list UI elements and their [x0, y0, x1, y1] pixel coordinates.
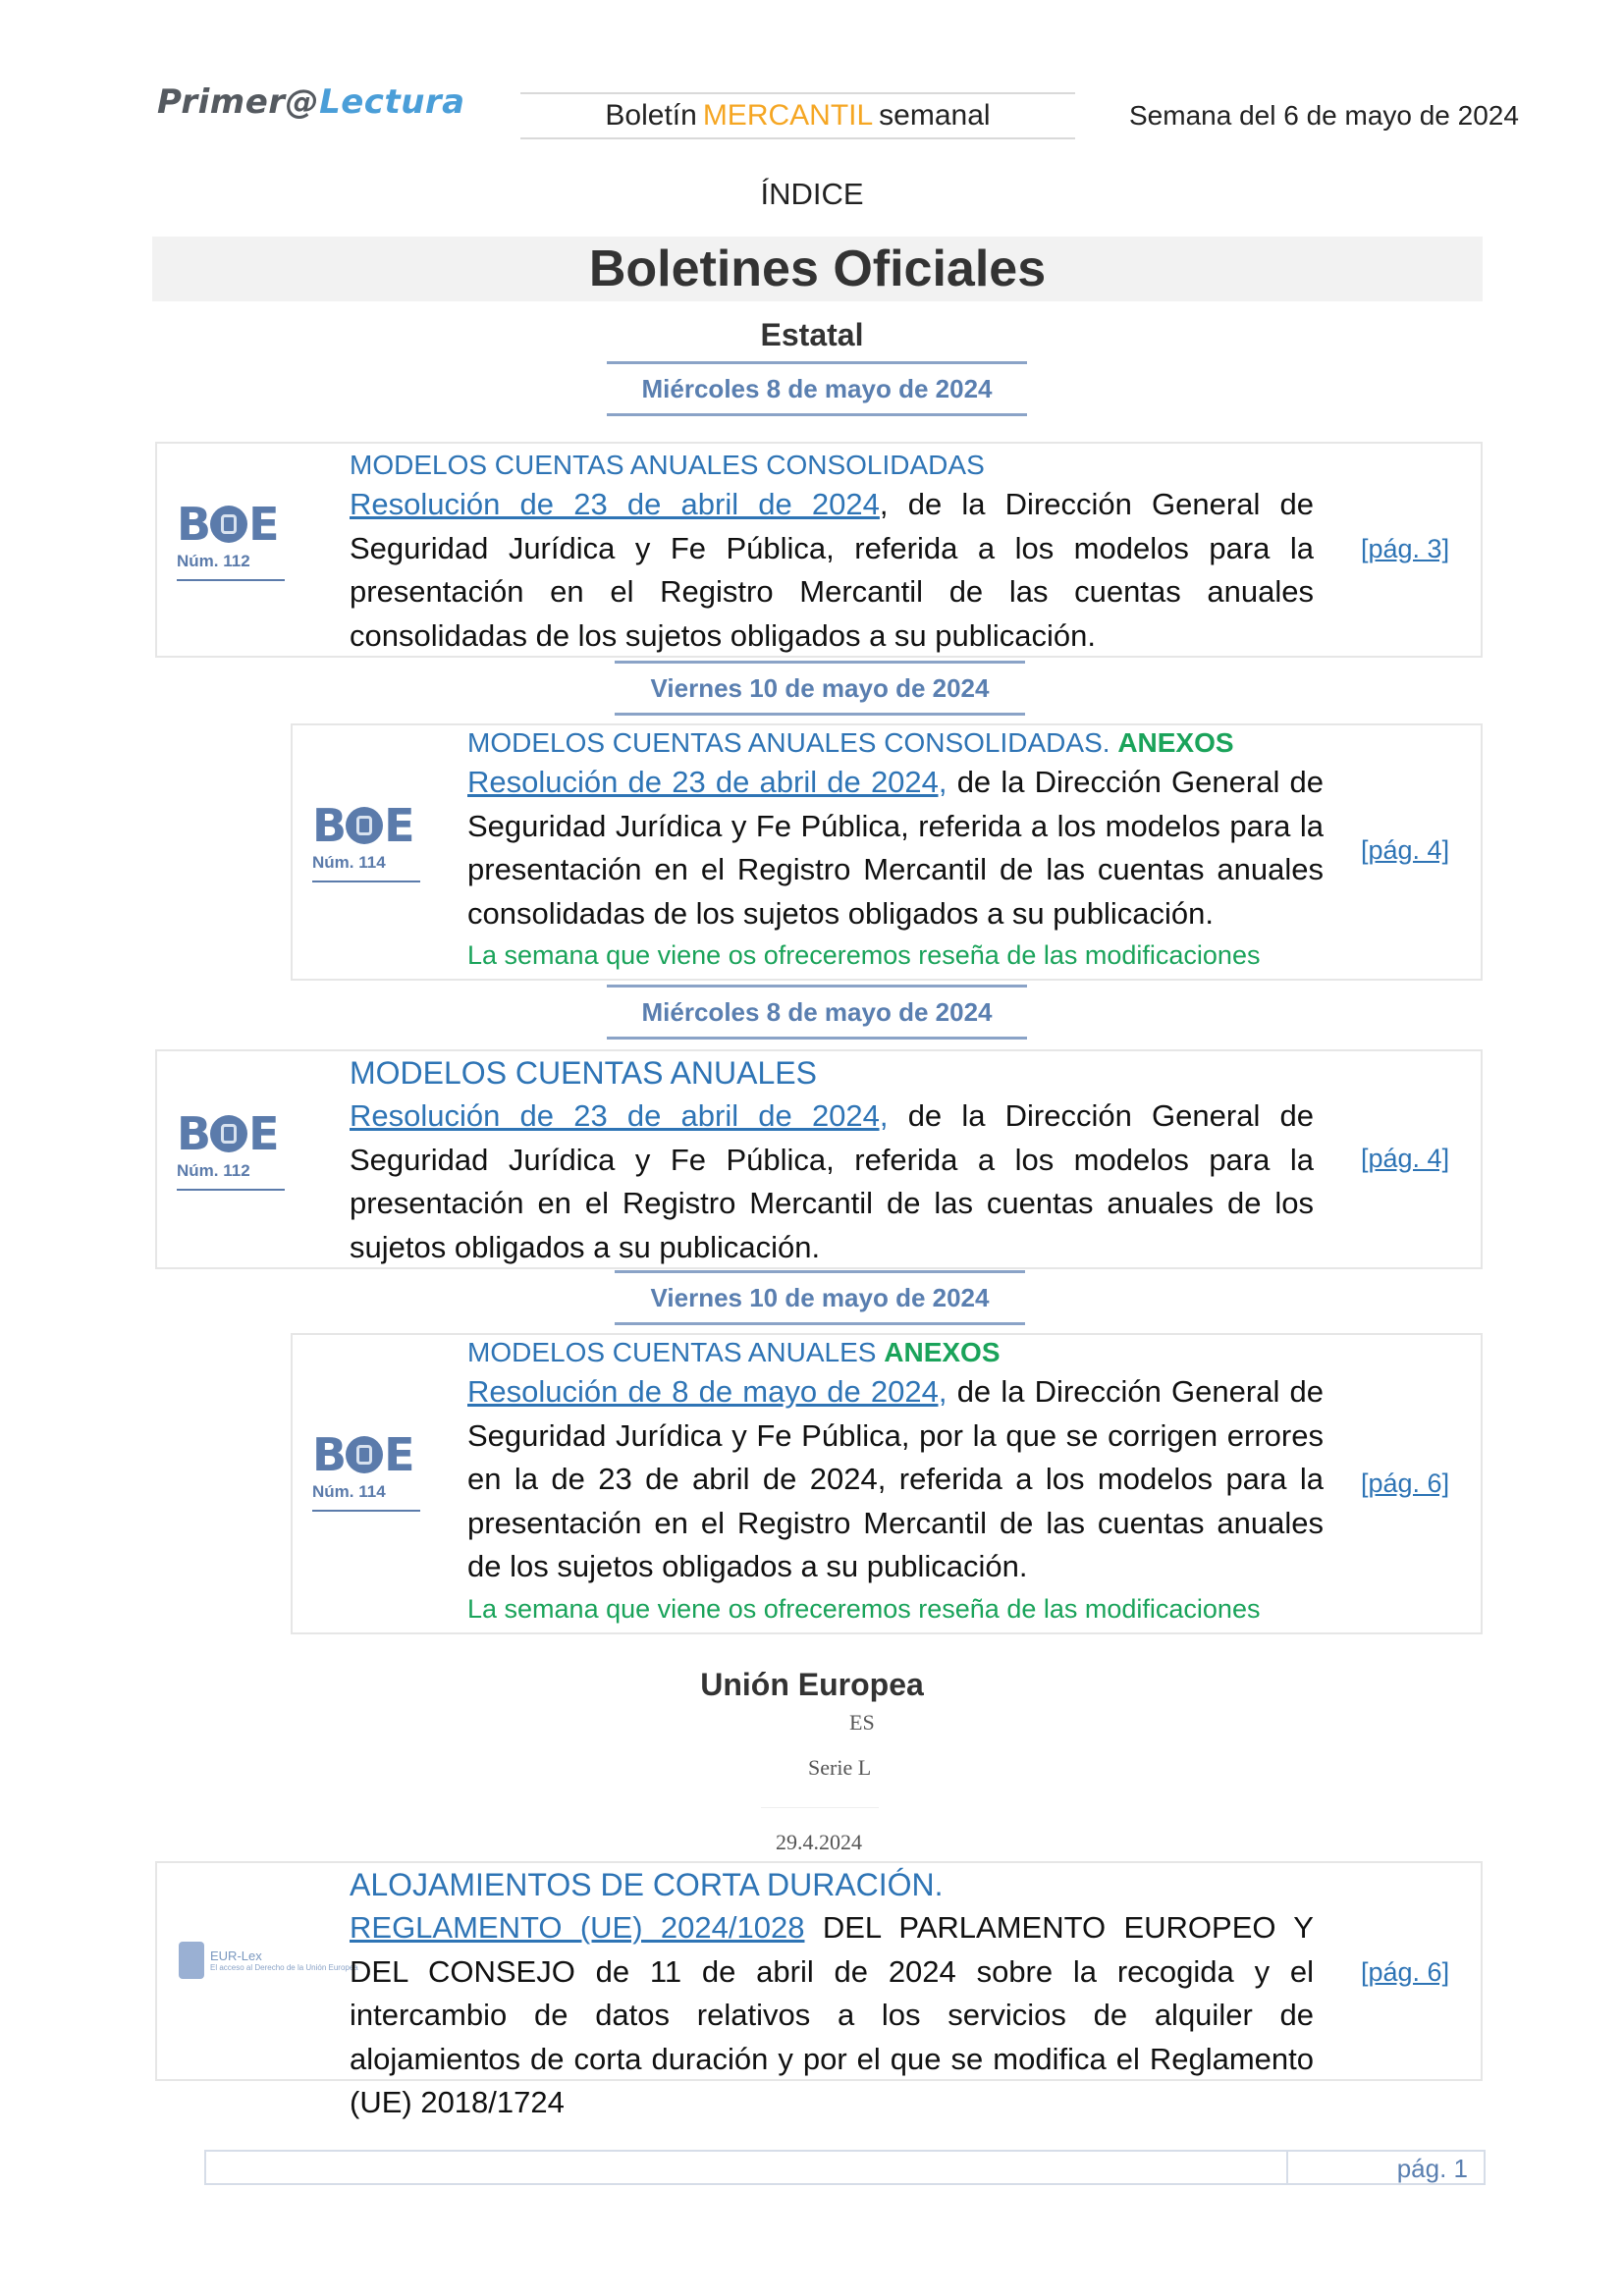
entry-category: MODELOS CUENTAS ANUALES CONSOLIDADAS [350, 450, 985, 480]
boe-seal-icon [346, 807, 383, 844]
boe-number: Núm. 114 [312, 1482, 420, 1512]
resolution-link[interactable]: Resolución de 8 de mayo de 2024, [467, 1374, 947, 1409]
entry-body: de la Dirección General de Seguridad Jurídica y Fe Pública, referida a los modelos para la presentación en el Registro Mercantil de las cuentas anuales consolidadas de los sujetos obligados a su publicación. [467, 765, 1324, 931]
page-footer [204, 2150, 1486, 2185]
eu-heading: Unión Europea [700, 1667, 924, 1702]
page-link[interactable]: [pág. 4] [1361, 1144, 1450, 1173]
regulation-link[interactable]: REGLAMENTO (UE) 2024/1028 [350, 1910, 805, 1945]
entry-text [467, 1335, 1324, 1629]
entry-category: MODELOS CUENTAS ANUALES [350, 1055, 817, 1091]
entry-body: de la Dirección General de Seguridad Jurídica y Fe Pública, por la que se corrigen errores en la de 23 de abril de 2024, referida a los modelos para la presentación en el Registro Mercantil de las cuentas anuales de los sujetos obligados a su publicación. [467, 1374, 1324, 1583]
entry-category [467, 1335, 1324, 1370]
entry-text [350, 1863, 1314, 2125]
entry-card [155, 1861, 1483, 2119]
resolution-link[interactable]: Resolución de 23 de abril de 2024, [350, 1098, 889, 1133]
entry-category-label: MODELOS CUENTAS ANUALES CONSOLIDADAS. [467, 727, 1110, 758]
eurlex-logo [179, 1942, 358, 1979]
entry-text [350, 1051, 1314, 1269]
boe-seal-icon [210, 506, 247, 543]
page-number: pág. 1 [1396, 2154, 1468, 2183]
eurlex-subtitle: El acceso al Derecho de la Unión Europea [210, 1963, 358, 1972]
page-link[interactable]: [pág. 6] [1361, 1957, 1450, 1987]
eurlex-title: EUR-Lex [210, 1949, 262, 1963]
estatal-heading: Estatal [760, 317, 864, 352]
entry-body: de la Dirección General de Seguridad Jurídica y Fe Pública, referida a los modelos para la presentación en el Registro Mercantil de las cuentas anuales de los sujetos obligados a su publicación. [350, 1098, 1314, 1264]
entry-card [291, 1333, 1483, 1634]
boe-number: Núm. 112 [177, 1161, 285, 1191]
entry-card [291, 723, 1483, 981]
entry-text [350, 448, 1314, 658]
entry-body: de la Dirección General de Seguridad Jurídica y Fe Pública, referida a los modelos para la presentación en el Registro Mercantil de las cuentas anuales consolidadas de los sujetos obligados a su publicación. [350, 487, 1314, 653]
footer-divider [1286, 2152, 1288, 2183]
bulletin-title-pre: Boletín [605, 99, 697, 132]
page-link[interactable]: [pág. 6] [1361, 1468, 1450, 1498]
boe-number: Núm. 112 [177, 552, 285, 581]
date-bar: Viernes 10 de mayo de 2024 [615, 1270, 1025, 1325]
entry-separator: , [879, 487, 889, 521]
eu-serie: Serie L [808, 1755, 872, 1780]
entry-body: DEL PARLAMENTO EUROPEO Y DEL CONSEJO de 11 de abril de 2024 sobre la recogida y el intercambio de datos relativos a los servicios de alquiler de alojamientos de corta duración y por el que se modifica el Reglamento (UE) 2018/1724 [350, 1910, 1314, 2119]
week-label: Semana del 6 de mayo de 2024 [1129, 100, 1519, 131]
bulletin-title-accent: MERCANTIL [702, 99, 874, 132]
section-title: Boletines Oficiales [152, 237, 1483, 301]
boe-seal-icon [346, 1436, 383, 1473]
eu-journal-header [761, 1710, 879, 1808]
entry-category-label: MODELOS CUENTAS ANUALES [467, 1337, 877, 1367]
page-link[interactable]: [pág. 3] [1361, 534, 1450, 563]
eu-date: 29.4.2024 [776, 1830, 862, 1854]
boe-logo: B E Núm. 114 [312, 1433, 420, 1512]
boe-number: Núm. 114 [312, 853, 420, 882]
date-bar: Miércoles 8 de mayo de 2024 [607, 361, 1027, 416]
boe-logo: B E Núm. 114 [312, 804, 420, 882]
entry-note: La semana que viene os ofreceremos reseña de las modificaciones [467, 940, 1261, 970]
date-bar: Viernes 10 de mayo de 2024 [615, 661, 1025, 716]
date-bar: Miércoles 8 de mayo de 2024 [607, 985, 1027, 1040]
index-heading: ÍNDICE [760, 177, 864, 211]
entry-anexos: ANEXOS [1117, 727, 1234, 758]
entry-anexos: ANEXOS [884, 1337, 1001, 1367]
eu-flag-icon [179, 1942, 204, 1979]
entry-text [467, 725, 1324, 975]
brand-part2: Lectura [319, 82, 465, 122]
entry-note: La semana que viene os ofreceremos reseña de las modificaciones [467, 1593, 1261, 1624]
boe-seal-icon [210, 1115, 247, 1152]
entry-category [467, 725, 1324, 761]
bulletin-title [520, 92, 1075, 139]
page-link[interactable]: [pág. 4] [1361, 835, 1450, 865]
bulletin-title-post: semanal [879, 99, 991, 132]
resolution-link[interactable]: Resolución de 23 de abril de 2024, [467, 765, 947, 799]
resolution-link[interactable]: Resolución de 23 de abril de 2024 [350, 487, 880, 521]
entry-card [155, 1049, 1483, 1269]
eu-lang: ES [849, 1710, 875, 1735]
entry-category: ALOJAMIENTOS DE CORTA DURACIÓN. [350, 1867, 944, 1902]
brand-part1: Primer@ [157, 82, 320, 122]
boe-logo: B E Núm. 112 [177, 1112, 285, 1191]
boe-logo: B E Núm. 112 [177, 503, 285, 581]
brand-logo [157, 82, 465, 122]
entry-card [155, 442, 1483, 658]
